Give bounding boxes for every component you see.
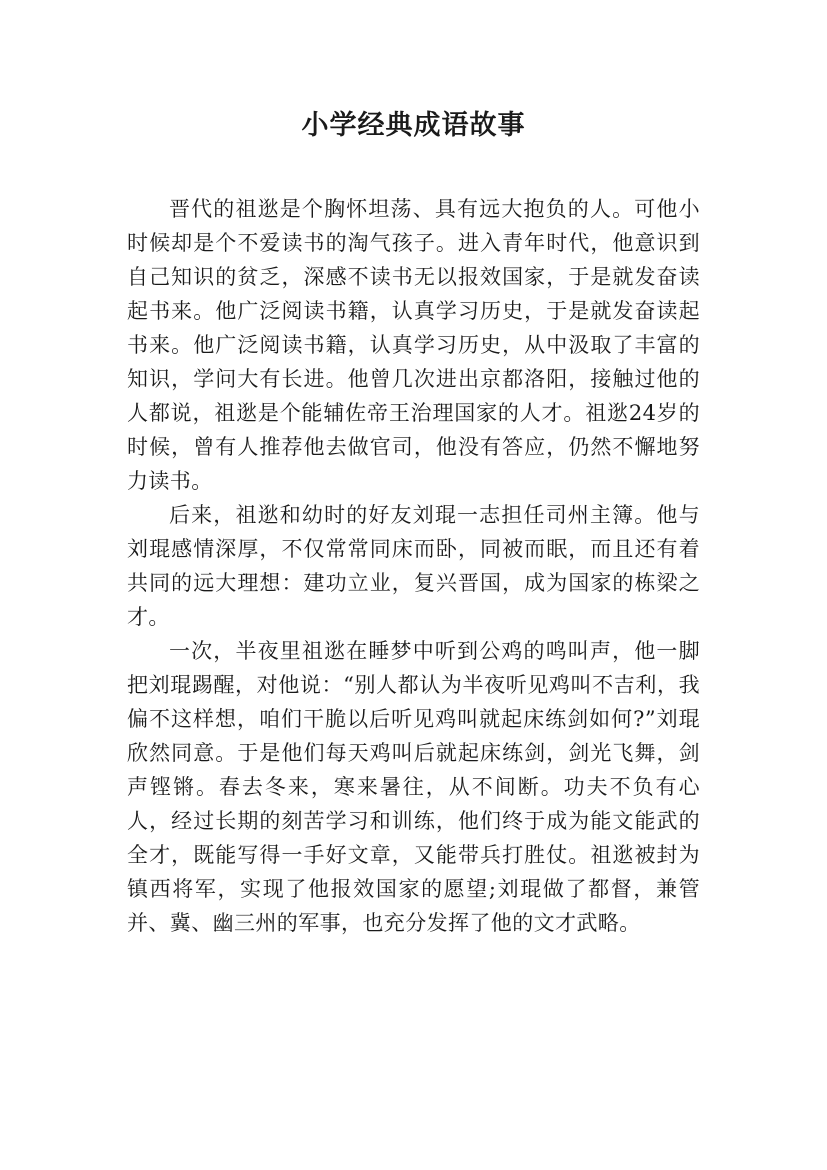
document-title: 小学经典成语故事 <box>301 110 526 141</box>
document-body <box>127 192 700 940</box>
paragraph-2: 后来，祖逖和幼时的好友刘琨一志担任司州主簿。他与刘琨感情深厚，不仅常常同床而卧，同被而眠，而且还有着共同的远大理想：建功立业，复兴晋国，成为国家的栋梁之才。 <box>127 503 700 629</box>
paragraph-3: 一次，半夜里祖逖在睡梦中听到公鸡的鸣叫声，他一脚把刘琨踢醒，对他说：“别人都认为半夜听见鸡叫不吉利，我偏不这样想，咱们干脆以后听见鸡叫就起床练剑如何?”刘琨欣然同意。于是他们每天鸡叫后就起床练剑，剑光飞舞，剑声铿锵。春去冬来，寒来暑往，从不间断。功夫不负有心人，经过长期的刻苦学习和训练，他们终于成为能文能武的全才，既能写得一手好文章，又能带兵打胜仗。祖逖被封为镇西将军，实现了他报效国家的愿望;刘琨做了都督，兼管并、冀、幽三州的军事，也充分发挥了他的文才武略。 <box>127 639 700 935</box>
paragraph-1: 晋代的祖逖是个胸怀坦荡、具有远大抱负的人。可他小时候却是个不爱读书的淘气孩子。进入青年时代，他意识到自己知识的贫乏，深感不读书无以报效国家，于是就发奋读起书来。他广泛阅读书籍，认真学习历史，于是就发奋读起书来。他广泛阅读书籍，认真学习历史，从中汲取了丰富的知识，学问大有长进。他曾几次进出京都洛阳，接触过他的人都说，祖逖是个能辅佐帝王治理国家的人才。祖逖24岁的时候，曾有人推荐他去做官司，他没有答应，仍然不懈地努力读书。 <box>127 197 700 493</box>
